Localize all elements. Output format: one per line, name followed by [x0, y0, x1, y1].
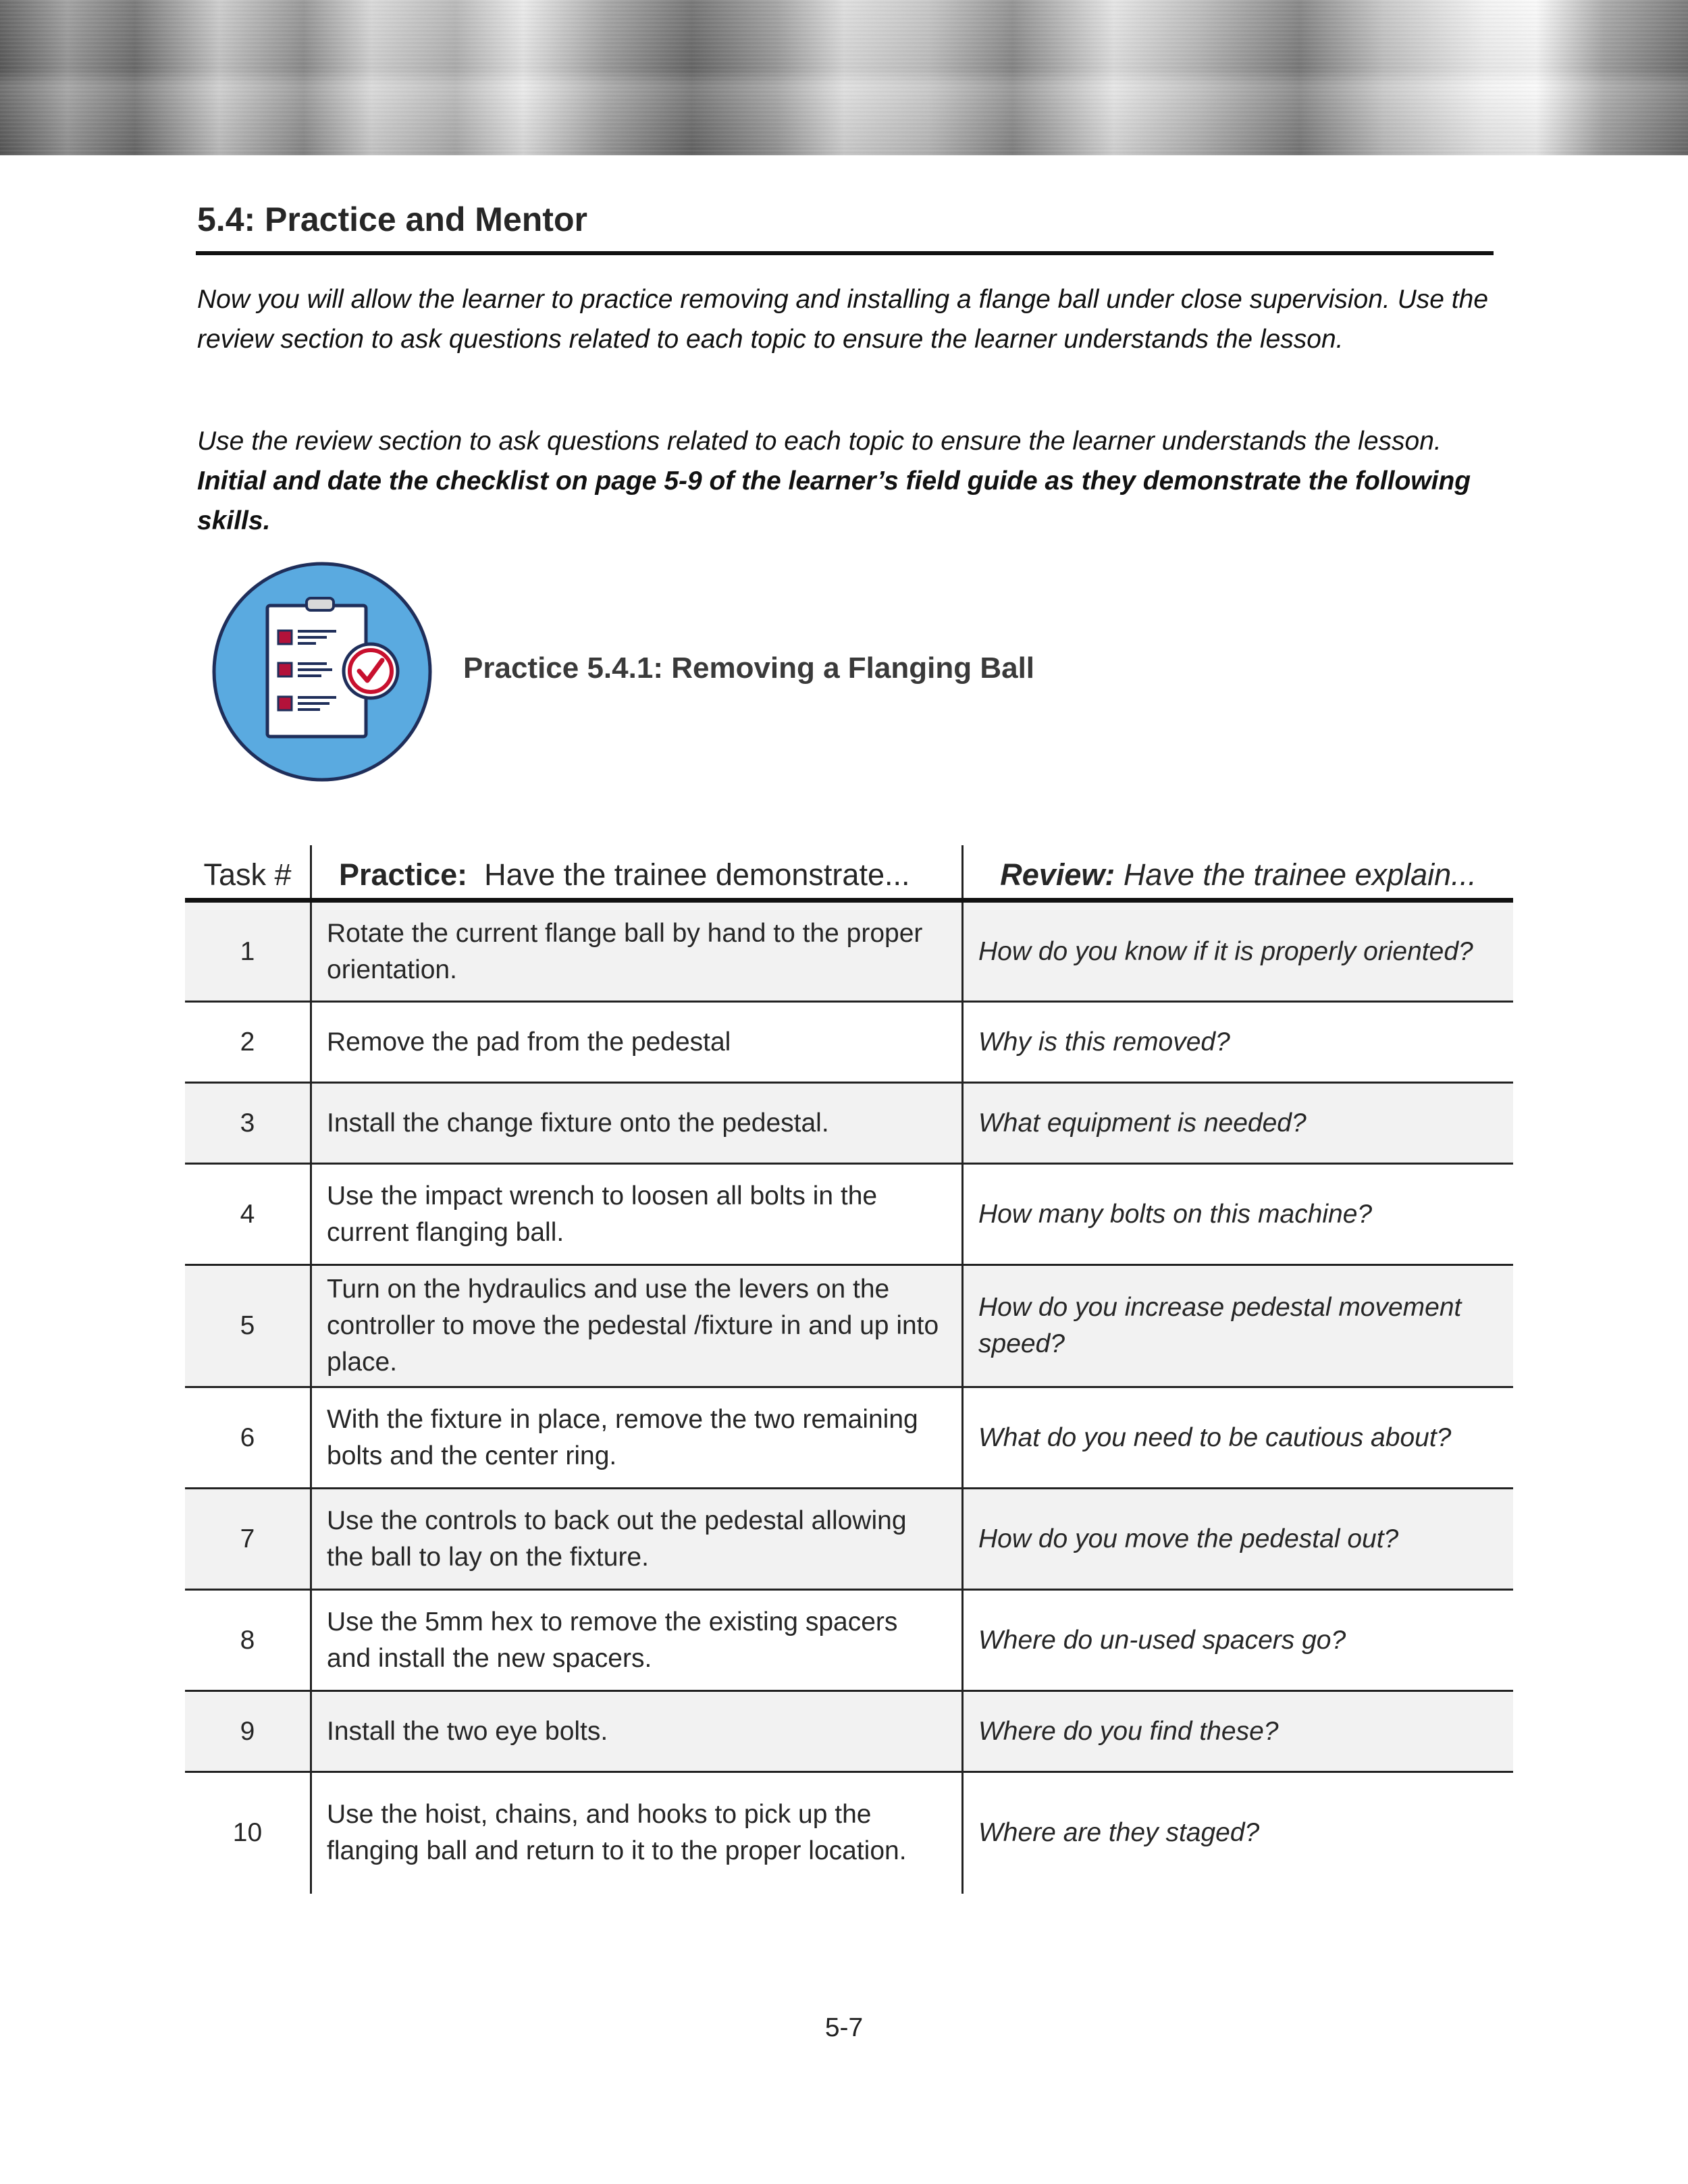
- review-question: Where do un-used spacers go?: [963, 1590, 1514, 1691]
- table-row: [185, 1691, 1513, 1772]
- table-row: [185, 1083, 1513, 1164]
- practice-header: [311, 845, 963, 901]
- review-header-label: Review:: [1000, 857, 1115, 892]
- review-question: Where are they staged?: [978, 1818, 1260, 1848]
- review-header: [963, 845, 1514, 901]
- checklist-icon: [212, 562, 432, 782]
- task-number: 2: [185, 1002, 311, 1083]
- practice-step: Remove the pad from the pedestal: [311, 1002, 963, 1083]
- practice-step: Install the change fixture onto the pedestal.: [311, 1083, 963, 1164]
- task-number: 10: [185, 1772, 311, 1894]
- review-question: Where do you find these?: [963, 1691, 1514, 1772]
- practice-step: Use the hoist, chains, and hooks to pick up the flanging ball and return to it to the proper location.: [311, 1772, 963, 1894]
- practice-step: Use the 5mm hex to remove the existing spacers and install the new spacers.: [311, 1590, 963, 1691]
- table-header-row: [185, 845, 1513, 901]
- task-number: 8: [185, 1590, 311, 1691]
- table-row: [185, 1387, 1513, 1489]
- header-banner: [0, 0, 1688, 155]
- page-number: 5-7: [824, 2013, 864, 2042]
- task-number: 1: [185, 901, 311, 1002]
- practice-heading: Practice 5.4.1: Removing a Flanging Ball: [463, 651, 1035, 685]
- table-row: [185, 1164, 1513, 1265]
- review-question: What equipment is needed?: [963, 1083, 1514, 1164]
- practice-step: With the fixture in place, remove the two remaining bolts and the center ring.: [311, 1387, 963, 1489]
- task-number: 4: [185, 1164, 311, 1265]
- practice-header-text: Have the trainee demonstrate...: [484, 857, 910, 892]
- review-question: How do you know if it is properly oriented?: [963, 901, 1514, 1002]
- task-number: 6: [185, 1387, 311, 1489]
- table-row: [185, 1002, 1513, 1083]
- intro-paragraph-2-text: Use the review section to ask questions related to each topic to ensure the learner understands the lesson.: [197, 427, 1442, 456]
- table-row: [185, 1772, 1513, 1894]
- table-row: [185, 1265, 1513, 1387]
- task-number-header: Task #: [185, 845, 311, 901]
- practice-step: Install the two eye bolts.: [311, 1691, 963, 1772]
- review-question: How do you move the pedestal out?: [963, 1489, 1514, 1590]
- review-question: Why is this removed?: [963, 1002, 1514, 1083]
- table-row: [185, 1590, 1513, 1691]
- review-question: How do you increase pedestal movement speed?: [963, 1265, 1514, 1387]
- intro-paragraph-2-instruction: Initial and date the checklist on page 5-9 of the learner’s field guide as they demonstrate the following skills.: [197, 467, 1471, 535]
- review-question: What do you need to be cautious about?: [963, 1387, 1514, 1489]
- table-row: [185, 1489, 1513, 1590]
- practice-step: Rotate the current flange ball by hand to the proper orientation.: [311, 901, 963, 1002]
- practice-step: Turn on the hydraulics and use the levers on the controller to move the pedestal /fixture in and up into place.: [311, 1265, 963, 1387]
- title-divider: [196, 251, 1494, 255]
- intro-paragraph-2: [197, 421, 1500, 541]
- task-number: 9: [185, 1691, 311, 1772]
- practice-step: Use the controls to back out the pedestal allowing the ball to lay on the fixture.: [311, 1489, 963, 1590]
- table-row: [185, 901, 1513, 1002]
- task-number: 7: [185, 1489, 311, 1590]
- review-question: How many bolts on this machine?: [963, 1164, 1514, 1265]
- review-header-text: Have the trainee explain...: [1123, 857, 1477, 892]
- practice-header-label: Practice:: [339, 857, 468, 892]
- intro-paragraph-1: Now you will allow the learner to practice removing and installing a flange ball under close supervision. Use the review section to ask questions related to each topic to ensure the learner understands the lesson.: [197, 285, 1489, 354]
- task-number: 3: [185, 1083, 311, 1164]
- practice-step: Use the impact wrench to loosen all bolts in the current flanging ball.: [311, 1164, 963, 1265]
- practice-table: [185, 845, 1513, 1894]
- section-title: 5.4: Practice and Mentor: [197, 201, 587, 238]
- task-number: 5: [185, 1265, 311, 1387]
